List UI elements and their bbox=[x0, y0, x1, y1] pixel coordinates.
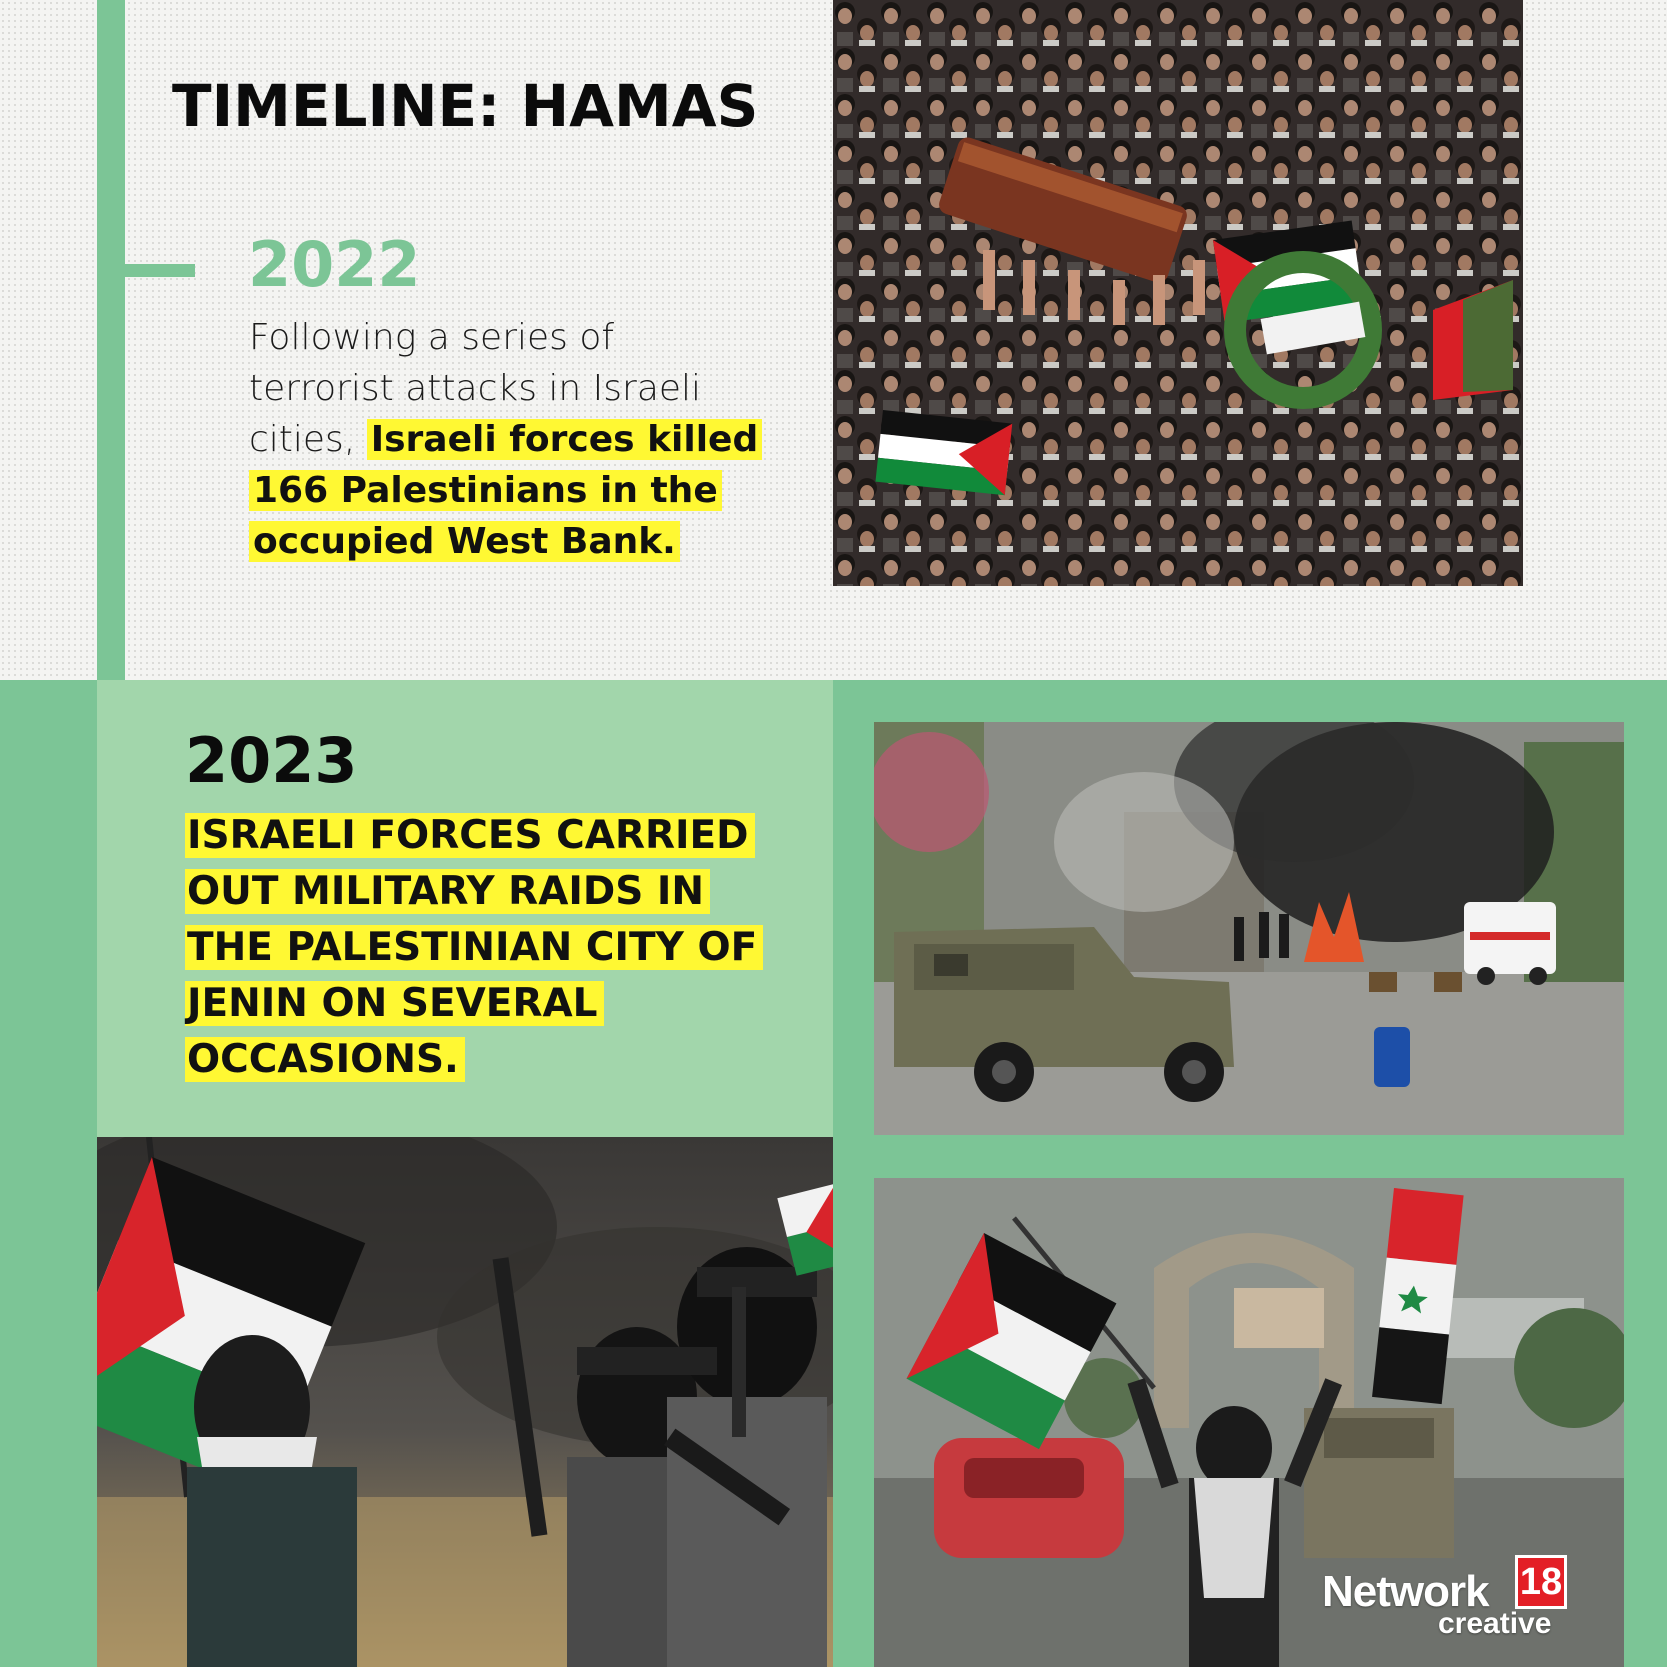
funeral-procession-photo bbox=[833, 0, 1523, 586]
page-title: TIMELINE: HAMAS bbox=[172, 72, 759, 140]
year-2022-heading: 2022 bbox=[248, 228, 421, 301]
entry-2022-plain-text: Following a series of terrorist attacks in Israeli cities, bbox=[249, 317, 702, 460]
entry-2023-highlight-text: ISRAELI FORCES CARRIED OUT MILITARY RAIDS IN THE PALESTINIAN CITY OF JENIN ON SEVERAL OCCASIONS. bbox=[185, 813, 763, 1082]
logo-word: Network bbox=[1322, 1567, 1489, 1616]
logo-badge: 18 bbox=[1515, 1555, 1567, 1609]
year-2023-heading: 2023 bbox=[185, 724, 358, 797]
network18-creative-logo bbox=[1322, 1555, 1572, 1645]
jenin-raid-photo bbox=[874, 722, 1624, 1135]
logo-subtitle: creative bbox=[1438, 1607, 1552, 1640]
timeline-line bbox=[97, 0, 125, 680]
entry-2022-text bbox=[249, 312, 769, 567]
timeline-tick-2022 bbox=[97, 264, 195, 277]
entry-2023-text bbox=[185, 808, 785, 1088]
entry-2022-highlight-text: Israeli forces killed 166 Palestinians in the occupied West Bank. bbox=[249, 419, 762, 562]
militants-photo bbox=[97, 1137, 833, 1667]
